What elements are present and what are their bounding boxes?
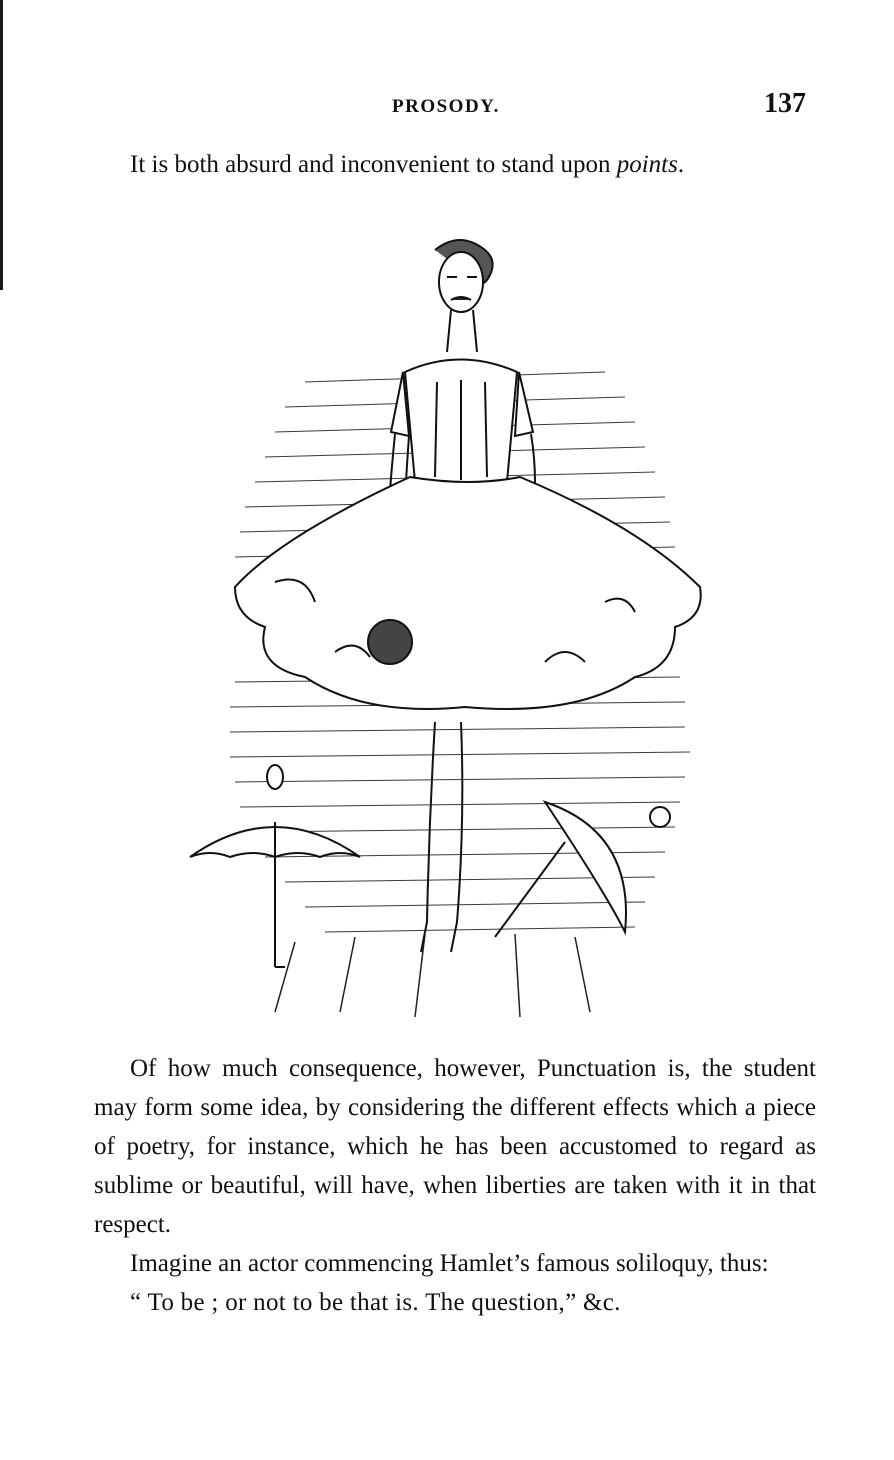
intro-text: It is both absurd and inconvenient to stand upon (130, 151, 617, 178)
page-edge-rule (0, 0, 3, 290)
body-paragraph-1: Of how much consequence, however, Punctuation is, the student may form some idea, by considering the different effects which a piece of poetry, for instance, which he has been accustomed to regard as sublime or beautiful, will have, when liberties are taken with it in that respect. (94, 1055, 816, 1238)
ballerina-engraving-icon (185, 222, 720, 1022)
intro-period: . (677, 151, 685, 178)
dancer-bodice (391, 310, 533, 487)
body-text (94, 1049, 816, 1322)
right-umbrella (495, 802, 670, 937)
running-head (0, 88, 894, 122)
page-number: 137 (764, 88, 806, 119)
left-umbrella (190, 765, 360, 967)
hamlet-quote: “ To be ; or not to be that is. The question,” &c. (130, 1289, 621, 1316)
floor-boards (275, 934, 590, 1017)
body-paragraph-2: Imagine an actor commencing Hamlet’s famous soliloquy, thus: (130, 1250, 769, 1277)
dancer-legs (421, 722, 462, 952)
intro-line (94, 145, 816, 184)
dancer-head (435, 240, 493, 312)
running-title: PROSODY. (392, 96, 500, 117)
ballerina-illustration (185, 222, 720, 1022)
dancer-skirt (235, 477, 701, 709)
intro-paragraph (94, 145, 816, 184)
intro-emphasis: points (616, 151, 678, 178)
